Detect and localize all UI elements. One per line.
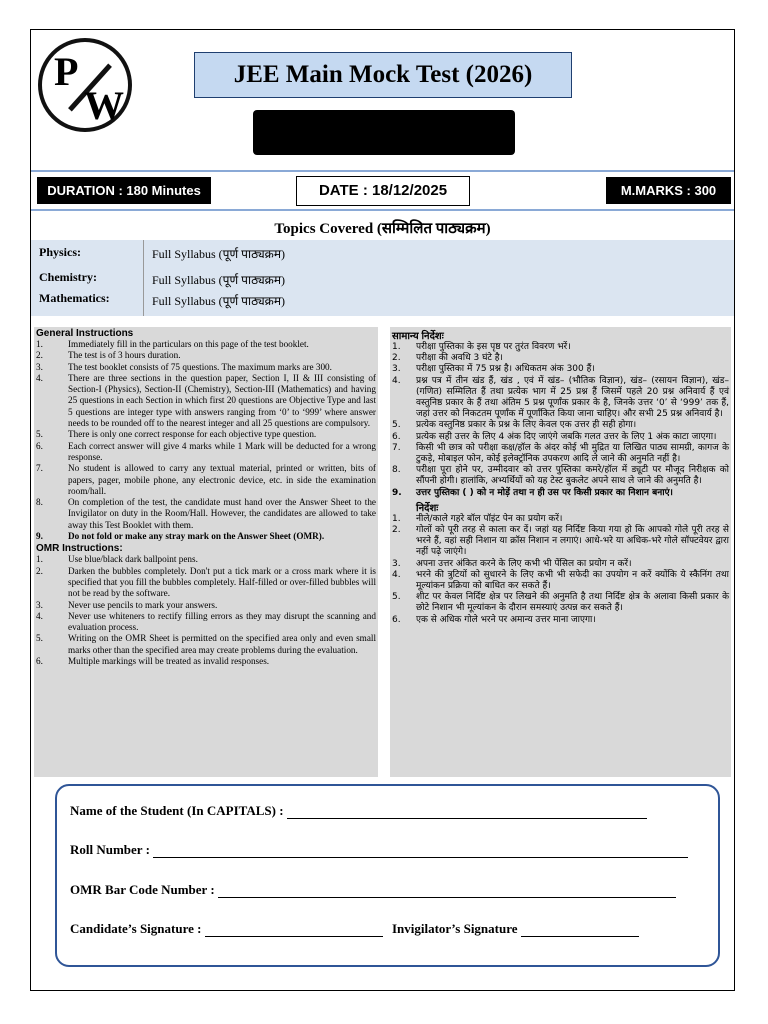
student-name-field[interactable] (287, 806, 647, 819)
instructions-hindi (390, 327, 731, 777)
roll-number-label: Roll Number : (70, 842, 150, 857)
syllabus-physics: Full Syllabus (पूर्ण पाठ्यक्रम) (152, 247, 286, 261)
list-item: 9. उत्तर पुस्तिका ( ) को न मोड़ें तथा न ही उस पर किसी प्रकार का निशान बनाएं। (392, 487, 673, 498)
invigilator-signature-label: Invigilator’s Signature (391, 921, 518, 936)
roll-number-field[interactable] (153, 845, 688, 858)
list-item: 4. Never use whiteners to rectify filling errors as they may disrupt the scanning and evaluation process. (36, 610, 376, 633)
omr-barcode-row (70, 882, 676, 898)
redacted-block (253, 110, 515, 155)
general-instructions-heading-hindi: सामान्य निर्देशः (392, 331, 444, 342)
list-item: 4. प्रश्न पत्र में तीन खंड हैं, खंड , एवं में खंड– (भौतिक विज्ञान), खंड– (रसायन विज्ञान), खंड– (गणित) सम्मिलित हैं तथा प्रत्येक भाग में 25 प्रश्न हैं जिसमें पहले 20 प्रश्न अनिवार्य हैं एवं वस्तुनिष्ठ प्रकार के हैं तथा अंतिम 5 प्रश्न पूर्णांक प्रकार के है, जिनके उत्तर ‘0’ से ‘999’ तक हैं, जहां उत्तर को निकटतम पूर्णांक में पूर्णांकित किया जाना चाहिए। और सभी 25 प्रश्न अनिवार्य है। (392, 375, 729, 420)
list-item: 1. Use blue/black dark ballpoint pens. (36, 554, 198, 565)
list-item: 5. There is only one correct response for each objective type question. (36, 429, 317, 440)
list-item: 9. Do not fold or make any stray mark on the Answer Sheet (OMR). (36, 531, 325, 542)
list-item: 5. प्रत्येक वस्तुनिष्ठ प्रकार के प्रश्न के लिए केवल एक उत्तर ही सही होगा। (392, 420, 637, 431)
roll-number-row (70, 842, 688, 858)
list-item: 2. गोलों को पूरी तरह से काला कर दें। जहां यह निर्दिष्ट किया गया हो कि आपको गोले पूरी तरह से भरने हैं, वहां सही निशान या क्रॉस निशान न लगाएं। आधे-भरे या अधिक-भरे गोले सॉफ्टवेयर द्वारा नहीं पढ़े जाएंगे। (392, 525, 729, 558)
omr-barcode-field[interactable] (218, 885, 676, 898)
list-item: 8. परीक्षा पूरा होने पर, उम्मीदवार को उत्तर पुस्तिका कमरे/हॉल में ड्यूटी पर मौजूद निरीक्षक को सौंपनी होगी। हालांकि, अभ्यर्थियों को यह टेस्ट बुकलेट अपने साथ ले जाने की अनुमति है। (392, 465, 729, 487)
signature-row (70, 921, 639, 937)
date-badge: DATE : 18/12/2025 (296, 176, 470, 206)
list-item: 6. प्रत्येक सही उत्तर के लिए 4 अंक दिए जाएंगे जबकि गलत उत्तर के लिए 1 अंक काटा जाएगा। (392, 431, 717, 442)
candidate-signature-label: Candidate’s Signature : (70, 921, 202, 936)
instructions-english (34, 327, 378, 777)
omr-instructions-list-hindi (390, 514, 731, 626)
omr-barcode-label: OMR Bar Code Number : (70, 882, 215, 897)
general-instructions-heading: General Instructions (36, 328, 134, 339)
syllabus-mathematics: Full Syllabus (पूर्ण पाठ्यक्रम) (152, 294, 286, 308)
list-item: 2. परीक्षा की अवधि 3 घंटे है। (392, 353, 503, 364)
list-item: 1. नीले/काले गहरे बॉल पॉइंट पेन का प्रयोग करें। (392, 513, 563, 524)
list-item: 3. Never use pencils to mark your answers. (36, 599, 218, 610)
logo-letter-p: P (54, 49, 79, 94)
subject-mathematics: Mathematics: (39, 291, 110, 305)
list-item: 2. The test is of 3 hours duration. (36, 350, 181, 361)
list-item: 7. No student is allowed to carry any textual material, printed or written, bits of papers, pager, mobile phone, any electronic device, etc. in side the examination room/hall. (36, 463, 376, 496)
subject-physics: Physics: (39, 245, 81, 259)
list-item: 6. Each correct answer will give 4 marks while 1 Mark will be deducted for a wrong response. (36, 440, 376, 462)
list-item: 3. The test booklet consists of 75 questions. The maximum marks are 300. (36, 361, 332, 372)
list-item: 1. Immediately fill in the particulars on this page of the test booklet. (36, 339, 309, 349)
list-item: 3. परीक्षा पुस्तिका में 75 प्रश्न है। अधिकतम अंक 300 हैं। (392, 364, 595, 375)
invigilator-signature-field[interactable] (521, 924, 639, 937)
general-instructions-list-hindi (390, 342, 731, 499)
topics-heading: Topics Covered (सम्मिलित पाठ्यक्रम) (274, 221, 491, 237)
omr-instructions-list (34, 554, 378, 667)
syllabus-chemistry: Full Syllabus (पूर्ण पाठ्यक्रम) (152, 273, 286, 287)
pw-logo (38, 38, 132, 132)
subject-chemistry: Chemistry: (39, 270, 97, 284)
list-item: 6. एक से अधिक गोले भरने पर अमान्य उत्तर माना जाएगा। (392, 614, 596, 625)
list-item: 5. Writing on the OMR Sheet is permitted on the specified area only and even small marks other than the specified area may create problems during the evaluation. (36, 633, 376, 655)
list-item: 7. किसी भी छात्र को परीक्षा कक्ष/हॉल के अंदर कोई भी मुद्रित या लिखित पाठ्य सामग्री, कागज के टुकड़े, मोबाइल फोन, कोई इलेक्ट्रॉनिक उपकरण आदि ले जाने की अनुमति नहीं है। (392, 442, 729, 465)
list-item: 1. परीक्षा पुस्तिका के इस पृष्ठ पर तुरंत विवरण भरें। (392, 342, 571, 352)
divider-top (31, 170, 734, 172)
list-item: 4. There are three sections in the question paper, Section I, II & III consisting of Section-I (Physics), Section-II (Chemistry), Section-III (Mathematics) and having 25 questions in each Section in which first 20 questions are Objective Type and last 5 questions are integer type with answers ranging from ‘0’ to ‘999’ where answer needs to be rounded off to the nearest integer and all 25 questions are compulsory. (36, 372, 376, 429)
list-item: 4. भरने की त्रुटियों को सुधारने के लिए कभी भी सफेदी का उपयोग न करें क्योंकि ये स्कैनिंग तथा मूल्यांकन प्रक्रिया को बाधित कर सकते हैं। (392, 569, 729, 592)
omr-instructions-heading: OMR Instructions: (36, 543, 123, 555)
list-item: 6. Multiple markings will be treated as invalid responses. (36, 656, 270, 667)
list-item: 5. शीट पर केवल निर्दिष्ट क्षेत्र पर लिखने की अनुमति है तथा निर्दिष्ट क्षेत्र के अलावा किसी प्रकार के छोटे निशान भी मूल्यांकन के दौरान समस्याएं उत्पन्न कर सकते हैं। (392, 592, 729, 614)
list-item: 8. On completion of the test, the candidate must hand over the Answer Sheet to the Invigilator on duty in the Room/Hall. However, the candidates are allowed to take away this Test Booklet with them. (36, 497, 376, 530)
marks-badge: M.MARKS : 300 (606, 177, 731, 204)
list-item: 3. अपना उत्तर अंकित करने के लिए कभी भी पेंसिल का प्रयोग न करें। (392, 558, 632, 569)
general-instructions-list (34, 339, 378, 542)
student-name-label: Name of the Student (In CAPITALS) : (70, 803, 284, 818)
logo-letter-w: W (84, 83, 124, 128)
topics-table (31, 240, 734, 316)
divider-bottom (31, 209, 734, 211)
candidate-signature-field[interactable] (205, 924, 383, 937)
omr-instructions-heading-hindi: निर्देशः (416, 502, 439, 514)
page-title: JEE Main Mock Test (2026) (194, 52, 572, 98)
student-name-row (70, 803, 647, 819)
duration-badge: DURATION : 180 Minutes (37, 177, 211, 204)
list-item: 2. Darken the bubbles completely. Don't put a tick mark or a cross mark where it is specified that you fill the bubbles completely. Half-filled or over-filled bubbles will not be read by the software. (36, 565, 376, 599)
